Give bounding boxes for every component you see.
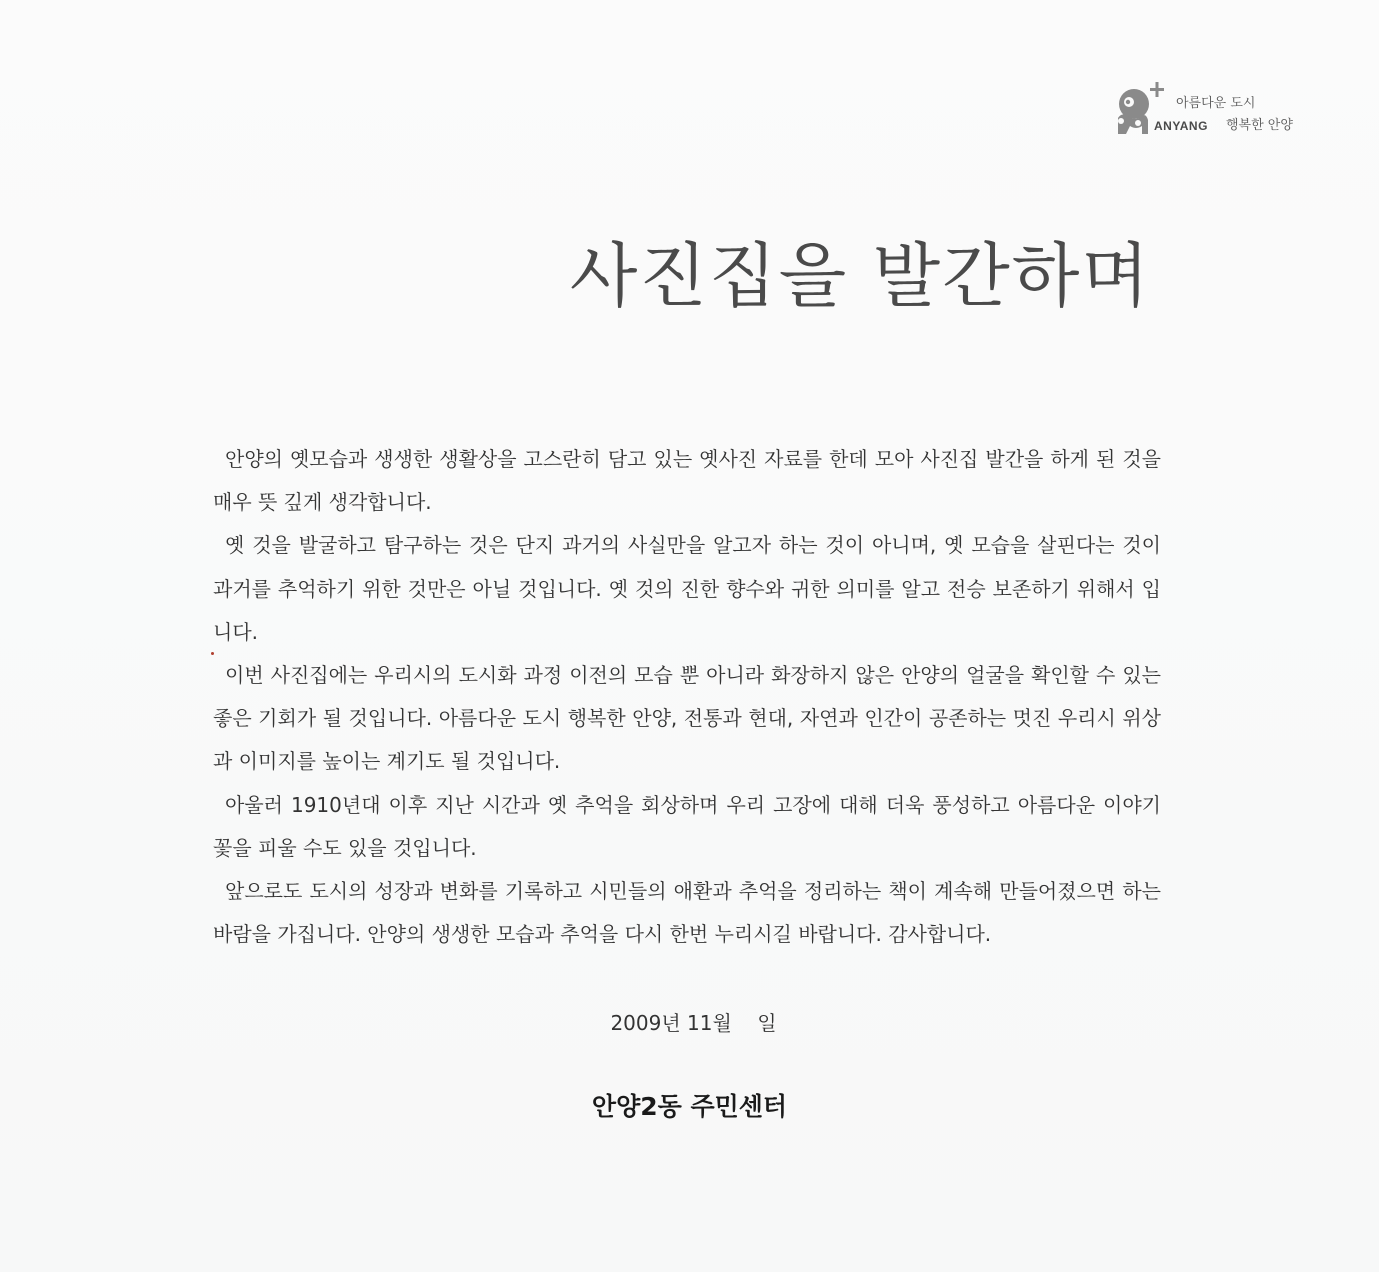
date-line: 2009년 11월 일 bbox=[610, 1011, 777, 1035]
paragraph: 앞으로도 도시의 성장과 변화를 기록하고 시민들의 애환과 추억을 정리하는 책이 계속해 만들어졌으면 하는 바람을 가집니다. 안양의 생생한 모습과 추억을 다시 한번 누리시길 바랍니다. 감사합니다. bbox=[213, 879, 1161, 947]
logo-wordmark: ANYANG bbox=[1154, 119, 1208, 133]
paragraph: 이번 사진집에는 우리시의 도시화 과정 이전의 모습 뿐 아니라 화장하지 않은 안양의 얼굴을 확인할 수 있는 좋은 기회가 될 것입니다. 아름다운 도시 행복한 안양, 전통과 현대, 자연과 인간이 공존하는 멋진 우리시 위상과 이미지를 높이는 계기도 될 것입니다. bbox=[213, 663, 1161, 774]
paragraph: 안양의 옛모습과 생생한 생활상을 고스란히 담고 있는 옛사진 자료를 한데 모아 사진집 발간을 하게 된 것을 매우 뜻 깊게 생각합니다. bbox=[213, 447, 1161, 515]
paragraph: 아울러 1910년대 이후 지난 시간과 옛 추억을 회상하며 우리 고장에 대해 더욱 풍성하고 아름다운 이야기 꽃을 피울 수도 있을 것입니다. bbox=[213, 792, 1161, 860]
anyang-logo bbox=[1112, 78, 1312, 140]
signature: 안양2동 주민센터 bbox=[591, 1092, 788, 1121]
body-text bbox=[213, 438, 1161, 956]
logo-slogan-line2: 행복한 안양 bbox=[1226, 118, 1293, 133]
logo-slogan-line1: 아름다운 도시 bbox=[1176, 96, 1256, 111]
paragraph: 옛 것을 발굴하고 탐구하는 것은 단지 과거의 사실만을 알고자 하는 것이 아니며, 옛 모습을 살핀다는 것이 과거를 추억하기 위한 것만은 아닐 것입니다. 옛 것의 진한 향수와 귀한 의미를 알고 전승 보존하기 위해서 입니다. bbox=[213, 533, 1161, 644]
page-title: 사진집을 발간하며 bbox=[569, 235, 1151, 317]
scan-speck bbox=[211, 652, 214, 655]
